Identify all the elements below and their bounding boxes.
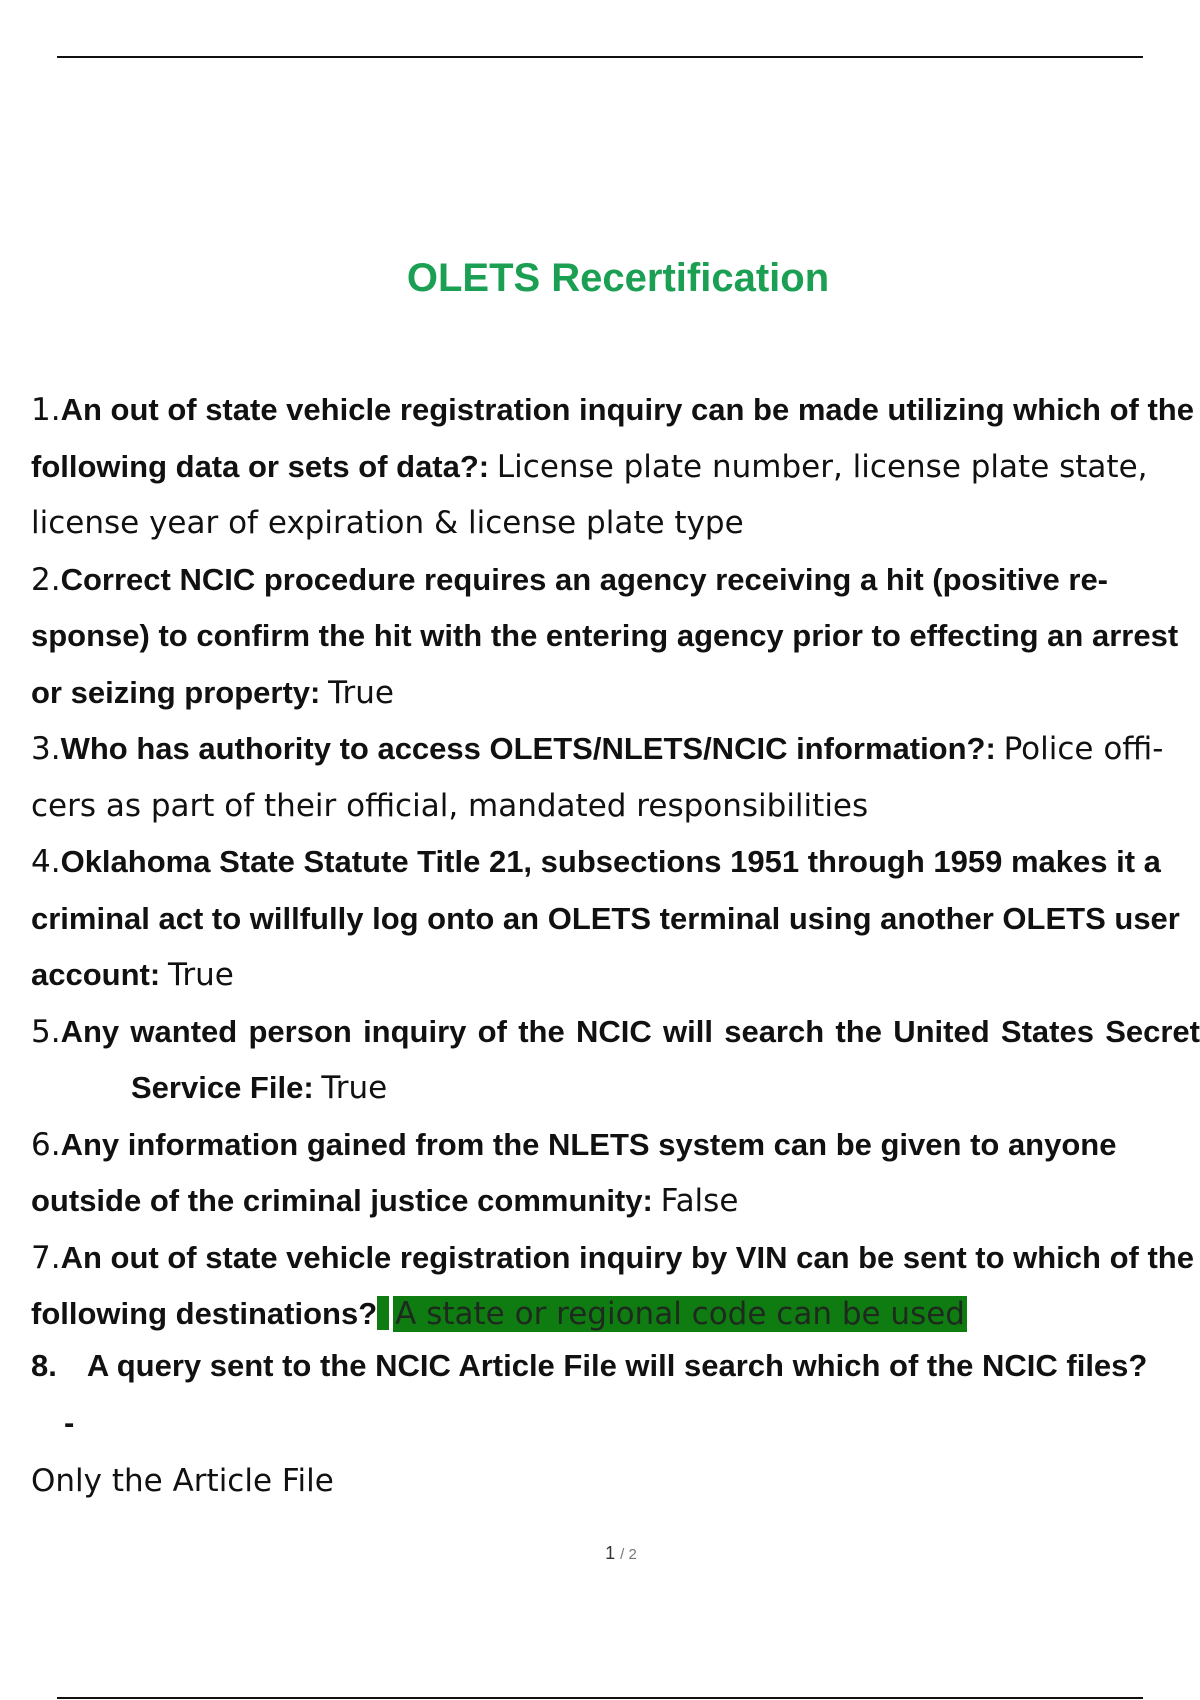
page-indicator (0, 1543, 1200, 1564)
question-item-6 (31, 1117, 1200, 1230)
question-text: Correct NCIC procedure requires an agency receiving a hit (positive re- sponse) to confirm the hit with the entering agency prior to effecting an arrest or seizing property: (31, 561, 1179, 710)
question-number: 8. (31, 1348, 57, 1383)
question-text: Who has authority to access OLETS/NLETS/NCIC information?: (60, 731, 996, 766)
question-number: 7. (31, 1239, 61, 1276)
question-number: 2. (31, 561, 61, 598)
question-item-2 (31, 552, 1200, 722)
answer-text: Police offi- cers as part of their official, mandated responsibilities (31, 731, 1164, 824)
answer-text: True (321, 1070, 388, 1106)
page-total: / 2 (620, 1546, 637, 1563)
question-number: 5. (31, 1013, 61, 1050)
question-item-3 (31, 721, 1200, 834)
answer-text: Only the Article File (31, 1463, 334, 1499)
question-item-1 (31, 382, 1200, 552)
question-list (31, 382, 1200, 1343)
question-text: Any wanted person inquiry of the NCIC will search the United States Secret (60, 1013, 1200, 1049)
highlighted-answer: A state or regional code can be used (395, 1296, 965, 1332)
bottom-rule (57, 1697, 1143, 1699)
question-text-continued: Service File: (131, 1070, 314, 1105)
answer-text: False (660, 1183, 739, 1219)
question-text: Any information gained from the NLETS system can be given to anyone outside of the criminal justice community: (31, 1126, 1117, 1218)
question-item-4 (31, 834, 1200, 1004)
question-number: 1. (31, 392, 61, 428)
page-title: OLETS Recertification (406, 256, 830, 300)
question-number: 3. (31, 731, 61, 767)
top-rule (57, 56, 1143, 58)
highlight-mark (377, 1296, 389, 1330)
question-item-5 (31, 1004, 1200, 1117)
question-text: An out of state vehicle registration inquiry can be made utilizing which of the following data or sets of data?: (31, 392, 1194, 484)
question-number: 4. (31, 844, 61, 880)
question-item-7 (31, 1230, 1200, 1343)
answer-dash: - (64, 1405, 75, 1440)
question-text: A query sent to the NCIC Article File will search which of the NCIC files? (86, 1348, 1148, 1383)
question-item-8 (31, 1348, 1200, 1384)
answer-text: True (167, 957, 234, 993)
question-number: 6. (31, 1126, 61, 1163)
answer-text: License plate number, license plate state, license year of expiration & license plate type (31, 448, 1148, 541)
question-text: Oklahoma State Statute Title 21, subsections 1951 through 1959 makes it a criminal act to willfully log onto an OLETS terminal using another OLETS user account: (31, 844, 1180, 992)
question-text: An out of state vehicle registration inquiry by VIN can be sent to which of the following destinations? (31, 1239, 1194, 1331)
answer-text: True (328, 674, 394, 711)
page-current: 1 (605, 1543, 616, 1563)
